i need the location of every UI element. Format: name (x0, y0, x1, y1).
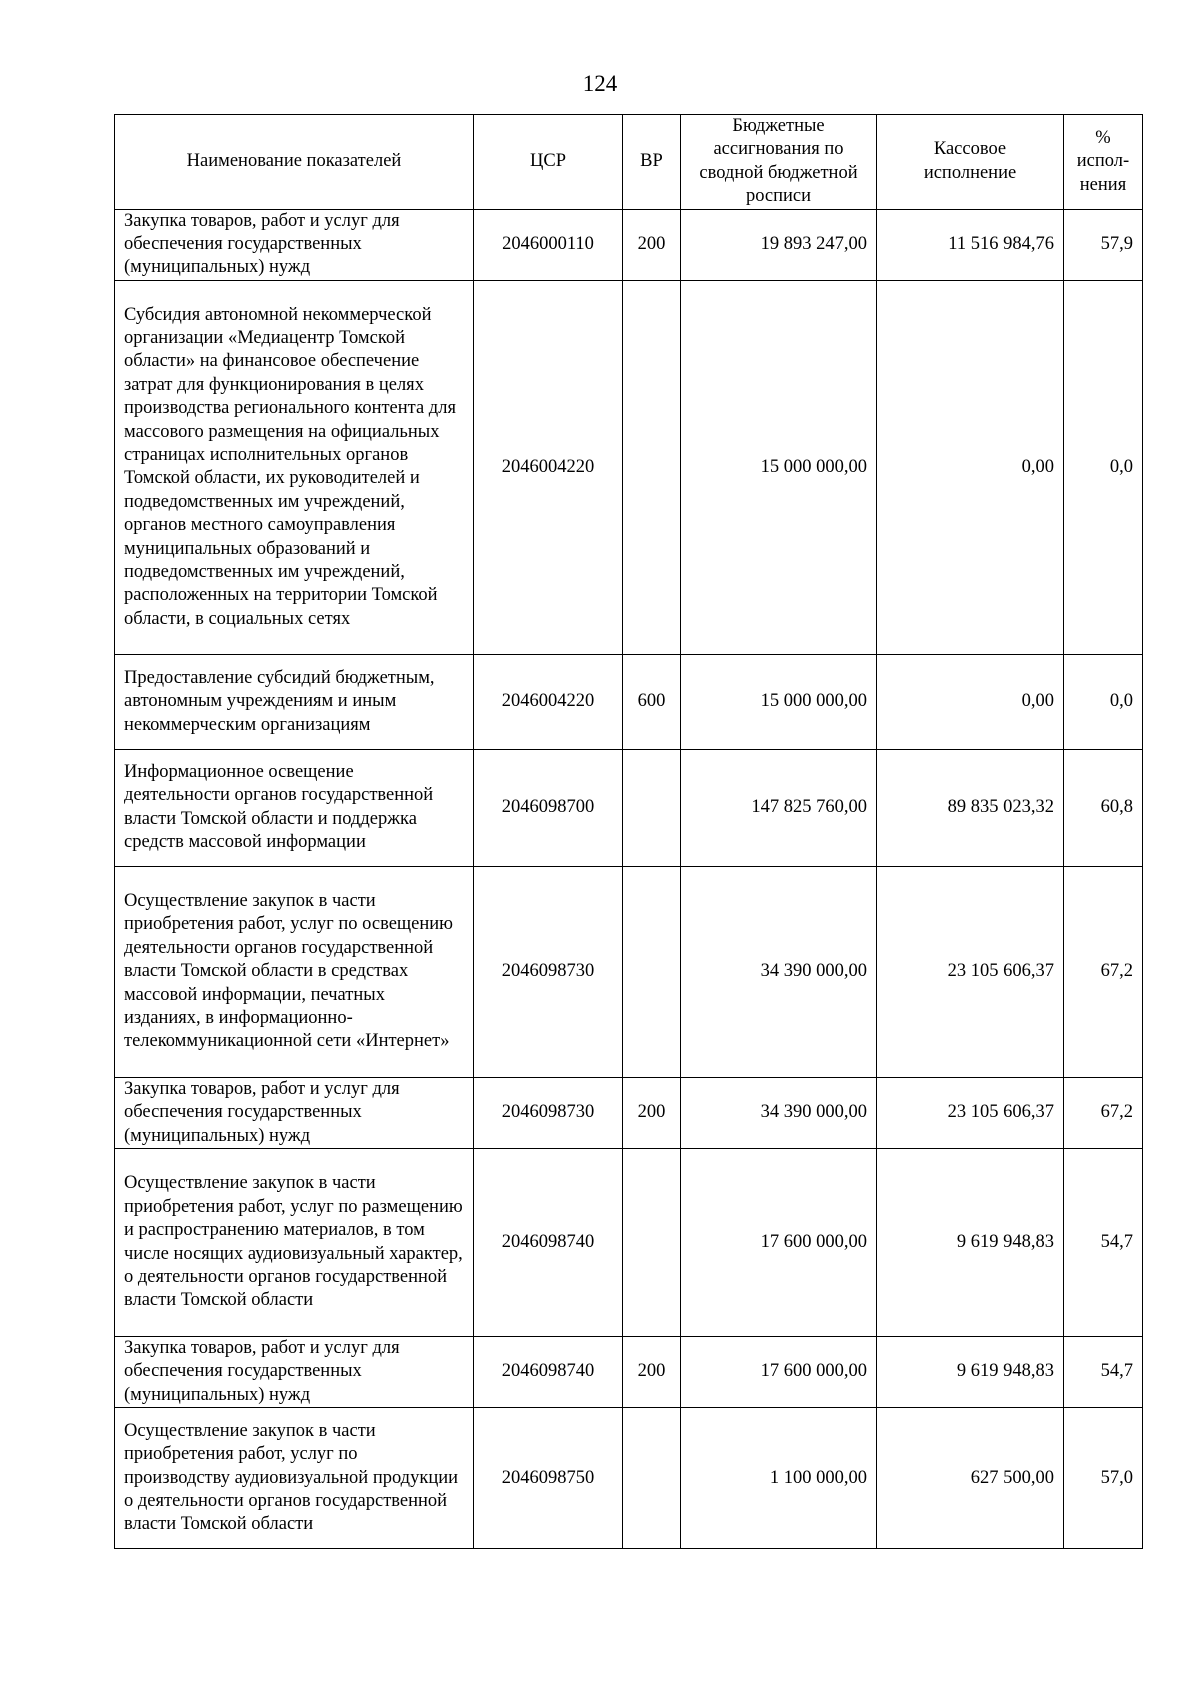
row-vr (623, 1149, 681, 1337)
header-name: Наименование показателей (115, 115, 474, 210)
table-row (115, 209, 1143, 280)
row-code: 2046000110 (474, 209, 623, 280)
row-pct: 54,7 (1064, 1337, 1143, 1408)
row-budget: 147 825 760,00 (681, 749, 877, 866)
table-row (115, 866, 1143, 1077)
page-number: 124 (582, 71, 618, 96)
row-code: 2046004220 (474, 654, 623, 749)
row-cash: 9 619 948,83 (877, 1337, 1064, 1408)
row-name: Закупка товаров, работ и услуг для обеспечения государственных (муниципальных) нужд (115, 1337, 474, 1408)
budget-execution-table (114, 114, 1143, 1549)
table-row (115, 1337, 1143, 1408)
table-row (115, 1077, 1143, 1148)
row-pct: 60,8 (1064, 749, 1143, 866)
row-pct: 67,2 (1064, 866, 1143, 1077)
row-pct: 57,9 (1064, 209, 1143, 280)
header-budget: Бюджетные ассигнования по сводной бюджетной росписи (681, 115, 877, 210)
row-budget: 1 100 000,00 (681, 1408, 877, 1549)
row-vr: 200 (623, 209, 681, 280)
table-row (115, 1149, 1143, 1337)
row-budget: 34 390 000,00 (681, 866, 877, 1077)
row-pct: 0,0 (1064, 654, 1143, 749)
table-header-row (115, 115, 1143, 210)
row-pct: 67,2 (1064, 1077, 1143, 1148)
row-budget: 19 893 247,00 (681, 209, 877, 280)
table-row (115, 654, 1143, 749)
table-row (115, 280, 1143, 654)
row-cash: 627 500,00 (877, 1408, 1064, 1549)
header-vr: ВР (623, 115, 681, 210)
row-code: 2046004220 (474, 280, 623, 654)
row-name: Субсидия автономной некоммерческой организации «Медиацентр Томской области» на финансовое обеспечение затрат для функционирования в целях производства регионального контента для массового размещения на официальных страницах исполнительных органов Томской области, их руководителей и подведомственных им учреждений, органов местного самоуправления муниципальных образований и подведомственных им учреждений, расположенных на территории Томской области, в социальных сетях (115, 280, 474, 654)
row-code: 2046098730 (474, 1077, 623, 1148)
row-cash: 23 105 606,37 (877, 866, 1064, 1077)
row-pct: 57,0 (1064, 1408, 1143, 1549)
row-name: Предоставление субсидий бюджетным, автономным учреждениям и иным некоммерческим организациям (115, 654, 474, 749)
row-name: Закупка товаров, работ и услуг для обеспечения государственных (муниципальных) нужд (115, 1077, 474, 1148)
row-vr (623, 1408, 681, 1549)
row-vr: 200 (623, 1077, 681, 1148)
row-budget: 15 000 000,00 (681, 654, 877, 749)
row-code: 2046098750 (474, 1408, 623, 1549)
row-budget: 17 600 000,00 (681, 1337, 877, 1408)
row-vr: 200 (623, 1337, 681, 1408)
row-cash: 23 105 606,37 (877, 1077, 1064, 1148)
row-vr: 600 (623, 654, 681, 749)
row-cash: 11 516 984,76 (877, 209, 1064, 280)
row-code: 2046098730 (474, 866, 623, 1077)
row-pct: 54,7 (1064, 1149, 1143, 1337)
row-budget: 17 600 000,00 (681, 1149, 877, 1337)
row-vr (623, 749, 681, 866)
row-name: Осуществление закупок в части приобретения работ, услуг по производству аудиовизуальной продукции о деятельности органов государственной власти Томской области (115, 1408, 474, 1549)
row-vr (623, 866, 681, 1077)
row-vr (623, 280, 681, 654)
row-code: 2046098700 (474, 749, 623, 866)
row-code: 2046098740 (474, 1149, 623, 1337)
table-row (115, 1408, 1143, 1549)
row-budget: 15 000 000,00 (681, 280, 877, 654)
header-code: ЦСР (474, 115, 623, 210)
table-row (115, 749, 1143, 866)
row-cash: 0,00 (877, 654, 1064, 749)
row-pct: 0,0 (1064, 280, 1143, 654)
row-budget: 34 390 000,00 (681, 1077, 877, 1148)
row-code: 2046098740 (474, 1337, 623, 1408)
row-name: Осуществление закупок в части приобретения работ, услуг по размещению и распространению материалов, в том числе носящих аудиовизуальный характер, о деятельности органов государственной власти Томской области (115, 1149, 474, 1337)
row-name: Закупка товаров, работ и услуг для обеспечения государственных (муниципальных) нужд (115, 209, 474, 280)
row-cash: 0,00 (877, 280, 1064, 654)
row-name: Осуществление закупок в части приобретения работ, услуг по освещению деятельности органов государственной власти Томской области в средствах массовой информации, печатных изданиях, в информационно-телекоммуникационной сети «Интернет» (115, 866, 474, 1077)
row-name: Информационное освещение деятельности органов государственной власти Томской области и поддержка средств массовой информации (115, 749, 474, 866)
row-cash: 9 619 948,83 (877, 1149, 1064, 1337)
header-cash: Кассовое исполнение (877, 115, 1064, 210)
header-pct: % испол-нения (1064, 115, 1143, 210)
row-cash: 89 835 023,32 (877, 749, 1064, 866)
